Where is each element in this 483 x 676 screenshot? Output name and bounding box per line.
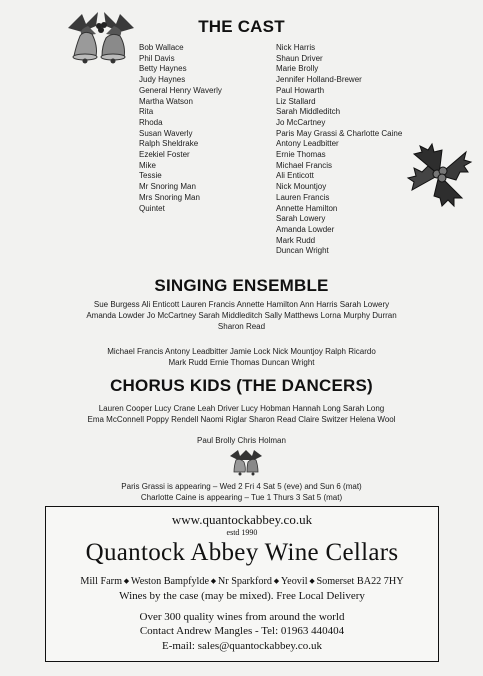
cast-role: Ralph Sheldrake [139, 139, 199, 149]
cast-role: Mr Snoring Man [139, 182, 196, 192]
cast-role: Quintet [139, 203, 165, 213]
address-part: Somerset BA22 7HY [316, 576, 404, 587]
cast-actor: Liz Stallard [276, 96, 316, 106]
cast-actor: Paris May Grassi & Charlotte Caine [276, 128, 403, 138]
ensemble-group-2 [0, 346, 483, 368]
cast-actor: Jo McCartney [276, 117, 326, 127]
cast-actor: Shaun Driver [276, 53, 323, 63]
advert-contact-line: Contact Andrew Mangles - Tel: 01963 440404 [139, 625, 345, 637]
address-part: Mill Farm [80, 576, 122, 587]
advert-delivery-line: Wines by the case (may be mixed). Free Local Delivery [119, 590, 365, 602]
chorus-kids-heading: CHORUS KIDS (THE DANCERS) [110, 376, 373, 395]
holly-icon [404, 140, 474, 210]
cast-roles-column [139, 43, 222, 214]
diamond-separator-icon: ◆ [307, 577, 317, 585]
cast-actor: Duncan Wright [276, 246, 329, 256]
cast-actor: Paul Howarth [276, 85, 325, 95]
cast-actor: Jennifer Holland-Brewer [276, 75, 362, 85]
kids-line: Lauren Cooper Lucy Crane Leah Driver Lucy Hobman Hannah Long Sarah Long [98, 404, 385, 413]
wine-cellars-advert [45, 506, 439, 662]
cast-actor: Ernie Thomas [276, 150, 326, 160]
advert-established: estd 1990 [226, 528, 258, 537]
advert-address [46, 576, 438, 587]
cast-actor: Sarah Lowery [276, 214, 326, 224]
cast-role: Phil Davis [139, 53, 175, 63]
cast-actor: Antony Leadbitter [276, 139, 339, 149]
cast-role: Rhoda [139, 117, 163, 127]
cast-role: Rita [139, 107, 154, 117]
cast-actor: Sarah Middleditch [276, 107, 341, 117]
cast-role: Susan Waverly [139, 128, 193, 138]
diamond-separator-icon: ◆ [209, 577, 218, 585]
cast-role: Ezekiel Foster [139, 150, 190, 160]
ensemble-line: Sue Burgess Ali Enticott Lauren Francis Annette Hamilton Ann Harris Sarah Lowery [93, 300, 390, 309]
ensemble-group-1 [0, 299, 483, 332]
address-part: Nr Sparkford [217, 576, 272, 587]
cast-actor: Nick Harris [276, 43, 316, 52]
chorus-kids-group-2 [0, 435, 483, 446]
cast-actor: Annette Hamilton [276, 203, 338, 213]
advert-range-line: Over 300 quality wines from around the world [139, 611, 345, 623]
christmas-bells-icon [62, 6, 140, 72]
cast-role: Bob Wallace [139, 43, 184, 52]
small-bells-icon [226, 448, 266, 478]
appearance-notes [0, 481, 483, 503]
advert-business-name: Quantock Abbey Wine Cellars [85, 539, 399, 566]
diamond-separator-icon: ◆ [271, 577, 281, 585]
cast-role: Judy Haynes [139, 75, 186, 85]
cast-role: Martha Watson [139, 96, 193, 106]
cast-role: Mrs Snoring Man [139, 192, 200, 202]
cast-role: Betty Haynes [139, 64, 187, 74]
ensemble-line: Amanda Lowder Jo McCartney Sarah Middleditch Sally Matthews Lorna Murphy Durran [86, 311, 397, 320]
cast-role: Mike [139, 160, 156, 170]
diamond-separator-icon: ◆ [122, 577, 131, 585]
chorus-kids-group-1 [0, 403, 483, 425]
cast-actors-column [276, 43, 402, 257]
cast-actor: Mark Rudd [276, 235, 316, 245]
cast-heading: THE CAST [198, 17, 285, 36]
appearance-note: Paris Grassi is appearing – Wed 2 Fri 4 Sat 5 (eve) and Sun 6 (mat) [121, 482, 362, 491]
advert-email-line: E-mail: sales@quantockabbey.co.uk [161, 640, 322, 652]
ensemble-line: Michael Francis Antony Leadbitter Jamie Lock Nick Mountjoy Ralph Ricardo [107, 347, 376, 356]
cast-actor: Amanda Lowder [276, 224, 335, 234]
ensemble-line: Mark Rudd Ernie Thomas Duncan Wright [168, 358, 315, 367]
appearance-note: Charlotte Caine is appearing – Tue 1 Thurs 3 Sat 5 (mat) [140, 493, 343, 502]
cast-role: Tessie [139, 171, 162, 181]
ensemble-line: Sharon Read [217, 322, 266, 331]
cast-actor: Marie Brolly [276, 64, 319, 74]
cast-actor: Michael Francis [276, 160, 333, 170]
cast-actor: Lauren Francis [276, 192, 330, 202]
cast-actor: Nick Mountjoy [276, 182, 327, 192]
address-part: Weston Bampfylde [130, 576, 210, 587]
cast-actor: Ali Enticott [276, 171, 314, 181]
advert-website: www.quantockabbey.co.uk [171, 512, 313, 527]
kids-line: Ema McConnell Poppy Rendell Naomi Riglar Sharon Read Claire Switzer Helena Wool [87, 415, 396, 424]
cast-role: General Henry Waverly [139, 85, 222, 95]
ensemble-heading: SINGING ENSEMBLE [154, 276, 329, 295]
kids-line: Paul Brolly Chris Holman [197, 436, 286, 445]
address-part: Yeovil [280, 576, 308, 587]
